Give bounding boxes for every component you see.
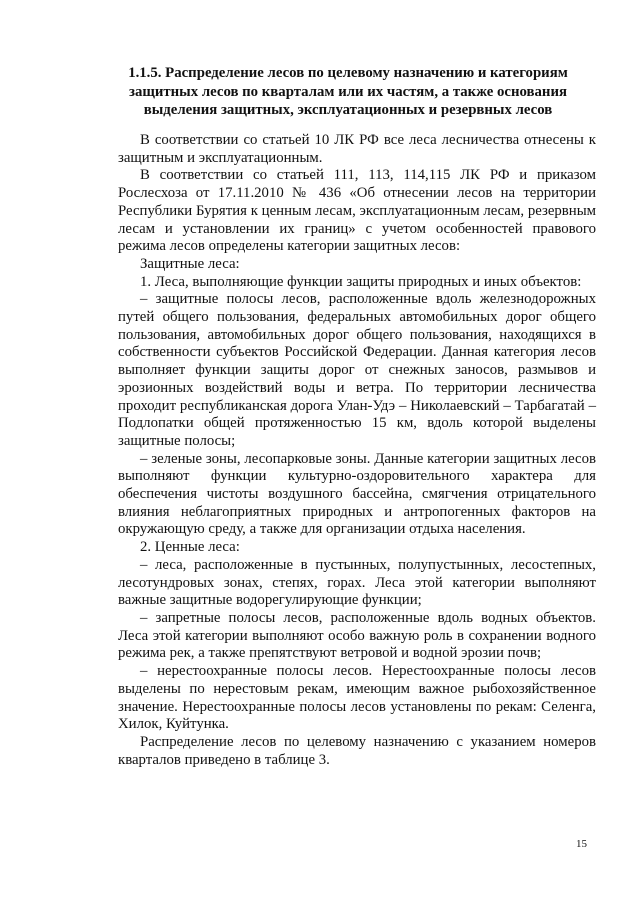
heading-line-1: 1.1.5. Распределение лесов по целевому назначению и категориям: [128, 65, 568, 81]
paragraph-road-strips: – защитные полосы лесов, расположенные вдоль железнодорожных путей общего пользования, федеральных автомобильных дорог общего пользования, автомобильных дорог общего пользования, находящихся в собственности субъектов Российской Федерации. Данная категория лесов выполняет функции защиты дорог от снежных заносов, размывов и эрозионных воздействий воды и ветра. По территории лесничества проходит республиканская дорога Улан-Удэ – Николаевский – Тарбагатай – Подлопатки общей протяженностью 15 км, вдоль которой выделены защитные полосы;: [118, 291, 596, 449]
paragraph-legal-basis: В соответствии со статьей 111, 113, 114,115 ЛК РФ и приказом Рослесхоза от 17.11.2010 № 436 «Об отнесении лесов на территории Республики Бурятия к ценным лесам, эксплуатационным лесам, резервным лесам и установлении их границ» с учетом особенностей правового режима лесов определены категории защитных лесов:: [118, 167, 596, 255]
paragraph-forest-classification: В соответствии со статьей 10 ЛК РФ все леса лесничества отнесены к защитным и эксплуатационным.: [118, 132, 596, 166]
heading-line-3: выделения защитных, эксплуатационных и резервных лесов: [143, 102, 553, 118]
paragraph-protective-forests-label: Защитные леса:: [140, 255, 240, 272]
paragraph-green-zones: – зеленые зоны, лесопарковые зоны. Данные категории защитных лесов выполняют функции культурно-оздоровительного характера для обеспечения чистоты воздушного бассейна, смягчения отрицательного влияния неблагоприятных природных и антропогенных факторов на окружающую среду, а также для организации отдыха населения.: [118, 450, 596, 538]
paragraph-steppe-forests: – леса, расположенные в пустынных, полупустынных, лесостепных, лесотундровых зонах, степях, горах. Леса этой категории выполняют важные защитные водорегулирующие функции;: [118, 556, 596, 609]
paragraph-spawning-strips: – нерестоохранные полосы лесов. Нерестоохранные полосы лесов выделены по нерестовым рекам, имеющим важное рыбохозяйственное значение. Нерестоохранные полосы лесов установлены по рекам: Селенга, Хилок, Куйтунка.: [118, 663, 596, 733]
page-number: 15: [576, 838, 587, 850]
document-body: [118, 132, 596, 769]
section-heading: [98, 64, 598, 120]
paragraph-table-reference: Распределение лесов по целевому назначению с указанием номеров кварталов приведено в таблице 3.: [118, 733, 596, 768]
paragraph-category-1: 1. Леса, выполняющие функции защиты природных и иных объектов:: [140, 273, 582, 290]
heading-line-2: защитных лесов по кварталам или их частям, а также основания: [129, 83, 567, 100]
paragraph-water-strips: – запретные полосы лесов, расположенные вдоль водных объектов. Леса этой категории выполняют особо важную роль в сохранении водного режима рек, а также препятствуют ветровой и водной эрозии почв;: [118, 609, 596, 662]
paragraph-category-2: 2. Ценные леса:: [140, 539, 240, 556]
